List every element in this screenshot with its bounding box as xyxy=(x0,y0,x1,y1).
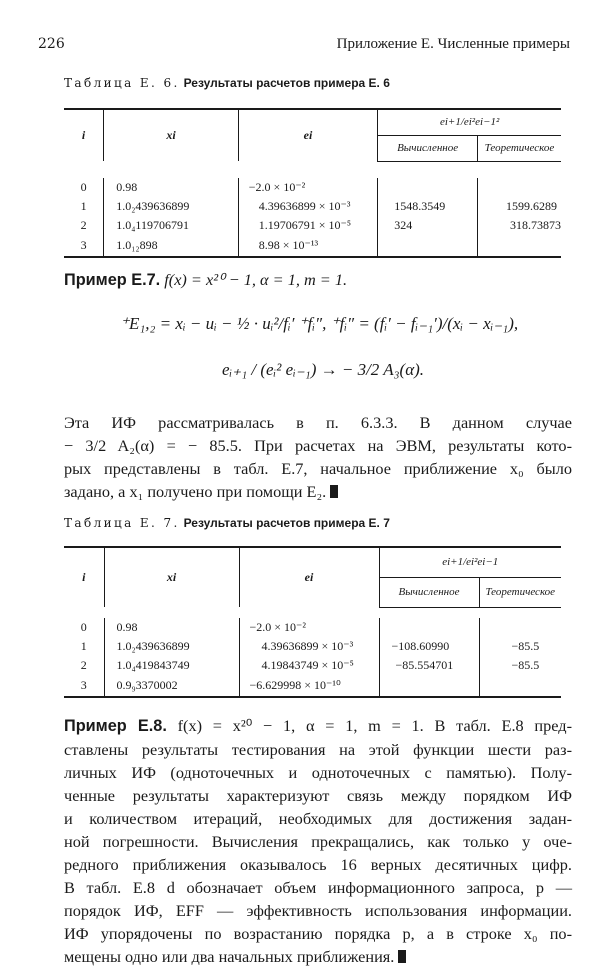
example7-paragraph xyxy=(64,411,572,503)
table7-col-ratio: ei+1/ei²ei−1 xyxy=(379,547,561,577)
table7-row2-theo: −85.5 xyxy=(479,656,561,675)
table6-row1-i: 1 xyxy=(80,199,87,213)
example8-line-11: мещены одно или два начальных приближения. xyxy=(64,947,395,966)
table7-caption-title: Результаты расчетов примера Е. 7 xyxy=(183,516,390,530)
table6-row0-e: −2.0 × 10⁻² xyxy=(238,178,377,197)
table6-row0-i: 0 xyxy=(80,180,87,194)
table6-row0-x: 0.98 xyxy=(104,178,239,197)
table6-col-i: i xyxy=(64,109,104,161)
table7-caption-prefix: Таблица Е. 7. xyxy=(64,516,180,530)
example8-line-5: и количеством итераций, необходимых для достижения задан- xyxy=(64,809,572,828)
table6-row1-x: 1.0₂439636899 xyxy=(104,197,239,216)
table7-caption xyxy=(64,516,390,530)
table6-row2-x: 1.0₄119706791 xyxy=(104,216,239,235)
table7-row0-theo xyxy=(479,618,561,637)
table6-row2-e: 1.19706791 × 10⁻⁵ xyxy=(238,216,377,235)
example7-heading xyxy=(64,268,572,292)
table-row xyxy=(64,235,561,257)
table7-row2-i: 2 xyxy=(80,658,87,672)
table7-col-theoretical: Теоретическое xyxy=(479,577,561,607)
example7-statement: f(x) = x²⁰ − 1, α = 1, m = 1. xyxy=(164,270,348,289)
table7-row2-e: 4.19843749 × 10⁻⁵ xyxy=(239,656,379,675)
table7-row3-x: 0.9₉3370002 xyxy=(104,675,239,697)
table-row xyxy=(64,675,561,697)
table6-col-theoretical: Теоретическое xyxy=(477,135,561,161)
example8-line-10: ИФ упорядочены по возрастанию порядка p, а в строке x₀ по- xyxy=(64,924,572,943)
table-row xyxy=(64,656,561,675)
table6-row0-theo xyxy=(477,178,561,197)
table6-row1-e: 4.39636899 × 10⁻³ xyxy=(238,197,377,216)
table6-row3-theo xyxy=(477,235,561,257)
table7-row3-i: 3 xyxy=(64,675,104,697)
table6-row3-comp xyxy=(378,235,478,257)
table6-row2-comp: 324 xyxy=(378,216,478,235)
table7-row3-e: −6.629998 × 10⁻¹⁰ xyxy=(239,675,379,697)
table7-row1-comp: −108.60990 xyxy=(379,637,479,656)
table6-caption-title: Результаты расчетов примера Е. 6 xyxy=(183,76,390,90)
page-number: 226 xyxy=(38,36,65,52)
example7-formula-1: ⁺E₁,₂ = xᵢ − uᵢ − ½ · uᵢ²/fᵢ′ ⁺fᵢ″, ⁺fᵢ″ = (fᵢ′ − fᵢ₋₁′)/(xᵢ − xᵢ₋₁), xyxy=(120,314,519,333)
table6-col-x: xi xyxy=(104,109,239,161)
table7-row1-i: 1 xyxy=(80,639,87,653)
table7-row0-i: 0 xyxy=(80,620,87,634)
example8-line-2: ставлены результаты тестирования на этой функции шести раз- xyxy=(64,740,572,759)
table7-row1-e: 4.39636899 × 10⁻³ xyxy=(239,637,379,656)
table7-row3-comp xyxy=(379,675,479,697)
running-title: Приложение Е. Численные примеры xyxy=(336,36,570,52)
table6-row0-comp xyxy=(378,178,478,197)
table7-row3-theo xyxy=(479,675,561,697)
table6 xyxy=(64,108,561,258)
table7-row1-theo: −85.5 xyxy=(479,637,561,656)
example7-line-2: − 3/2 A₂(α) = − 85.5. При расчетах на ЭВМ, результаты кото- xyxy=(64,436,572,455)
table6-row3-i: 3 xyxy=(64,235,104,257)
table-row xyxy=(64,216,561,235)
table7-col-computed: Вычисленное xyxy=(379,577,479,607)
table-row xyxy=(64,178,561,197)
table6-caption-prefix: Таблица Е. 6. xyxy=(64,76,180,90)
table6-caption xyxy=(64,76,390,90)
table7-row2-x: 1.0₄419843749 xyxy=(104,656,239,675)
example8-paragraph xyxy=(64,714,572,968)
example7-line-1: Эта ИФ рассматривалась в п. 6.3.3. В данном случае xyxy=(64,413,572,432)
end-of-proof-mark xyxy=(398,950,406,963)
example8-line-9: порядок ИФ, EFF — эффективность использования информации. xyxy=(64,901,572,920)
example8-line-8: В табл. Е.8 d обозначает объем информационного запроса, p — xyxy=(64,878,572,897)
table7-row2-comp: −85.554701 xyxy=(379,656,479,675)
example7-line-3: рых представлены в табл. Е.7, начальное приближение x₀ было xyxy=(64,459,572,478)
table6-col-e: ei xyxy=(238,109,377,161)
table6-col-computed: Вычисленное xyxy=(378,135,478,161)
table-row xyxy=(64,618,561,637)
table7-row1-x: 1.0₂439636899 xyxy=(104,637,239,656)
example7-title: Пример Е.7. xyxy=(64,271,161,289)
table6-row2-i: 2 xyxy=(80,218,87,232)
table7-row0-e: −2.0 × 10⁻² xyxy=(239,618,379,637)
example7-formula-2: eᵢ₊₁ / (eᵢ² eᵢ₋₁) → − 3/2 A₃(α). xyxy=(222,360,425,379)
example8-line-7: редного приближения оказывалось 16 верных десятичных цифр. xyxy=(64,855,572,874)
table7-col-i: i xyxy=(64,547,104,607)
example7-line-4: задано, а x₁ получено при помощи E₂. xyxy=(64,482,327,501)
table7-row0-x: 0.98 xyxy=(104,618,239,637)
table-row xyxy=(64,197,561,216)
table7-col-x: xi xyxy=(104,547,239,607)
table6-row3-x: 1.0₁₂898 xyxy=(104,235,239,257)
example8-line-4: ченные результаты характеризуют связь между порядком ИФ xyxy=(64,786,572,805)
table6-row1-theo: 1599.6289 xyxy=(477,197,561,216)
end-of-proof-mark xyxy=(330,485,338,498)
table7-row0-comp xyxy=(379,618,479,637)
table6-col-ratio: ei+1/ei²ei−1² xyxy=(378,109,561,135)
table-row xyxy=(64,637,561,656)
table7-col-e: ei xyxy=(239,547,379,607)
example8-title: Пример Е.8. xyxy=(64,717,167,735)
table7 xyxy=(64,546,561,698)
example8-line-3: личных ИФ (одноточечных и одноточечных с памятью). Полу- xyxy=(64,763,572,782)
table6-row3-e: 8.98 × 10⁻¹³ xyxy=(238,235,377,257)
example8-line-6: ной погрешности. Вычисления прекращались, как только у оче- xyxy=(64,832,572,851)
table6-row2-theo: 318.73873 xyxy=(477,216,561,235)
example8-line-1: f(x) = x²⁰ − 1, α = 1, m = 1. В табл. Е.8 пред- xyxy=(177,716,572,735)
table6-row1-comp: 1548.3549 xyxy=(378,197,478,216)
